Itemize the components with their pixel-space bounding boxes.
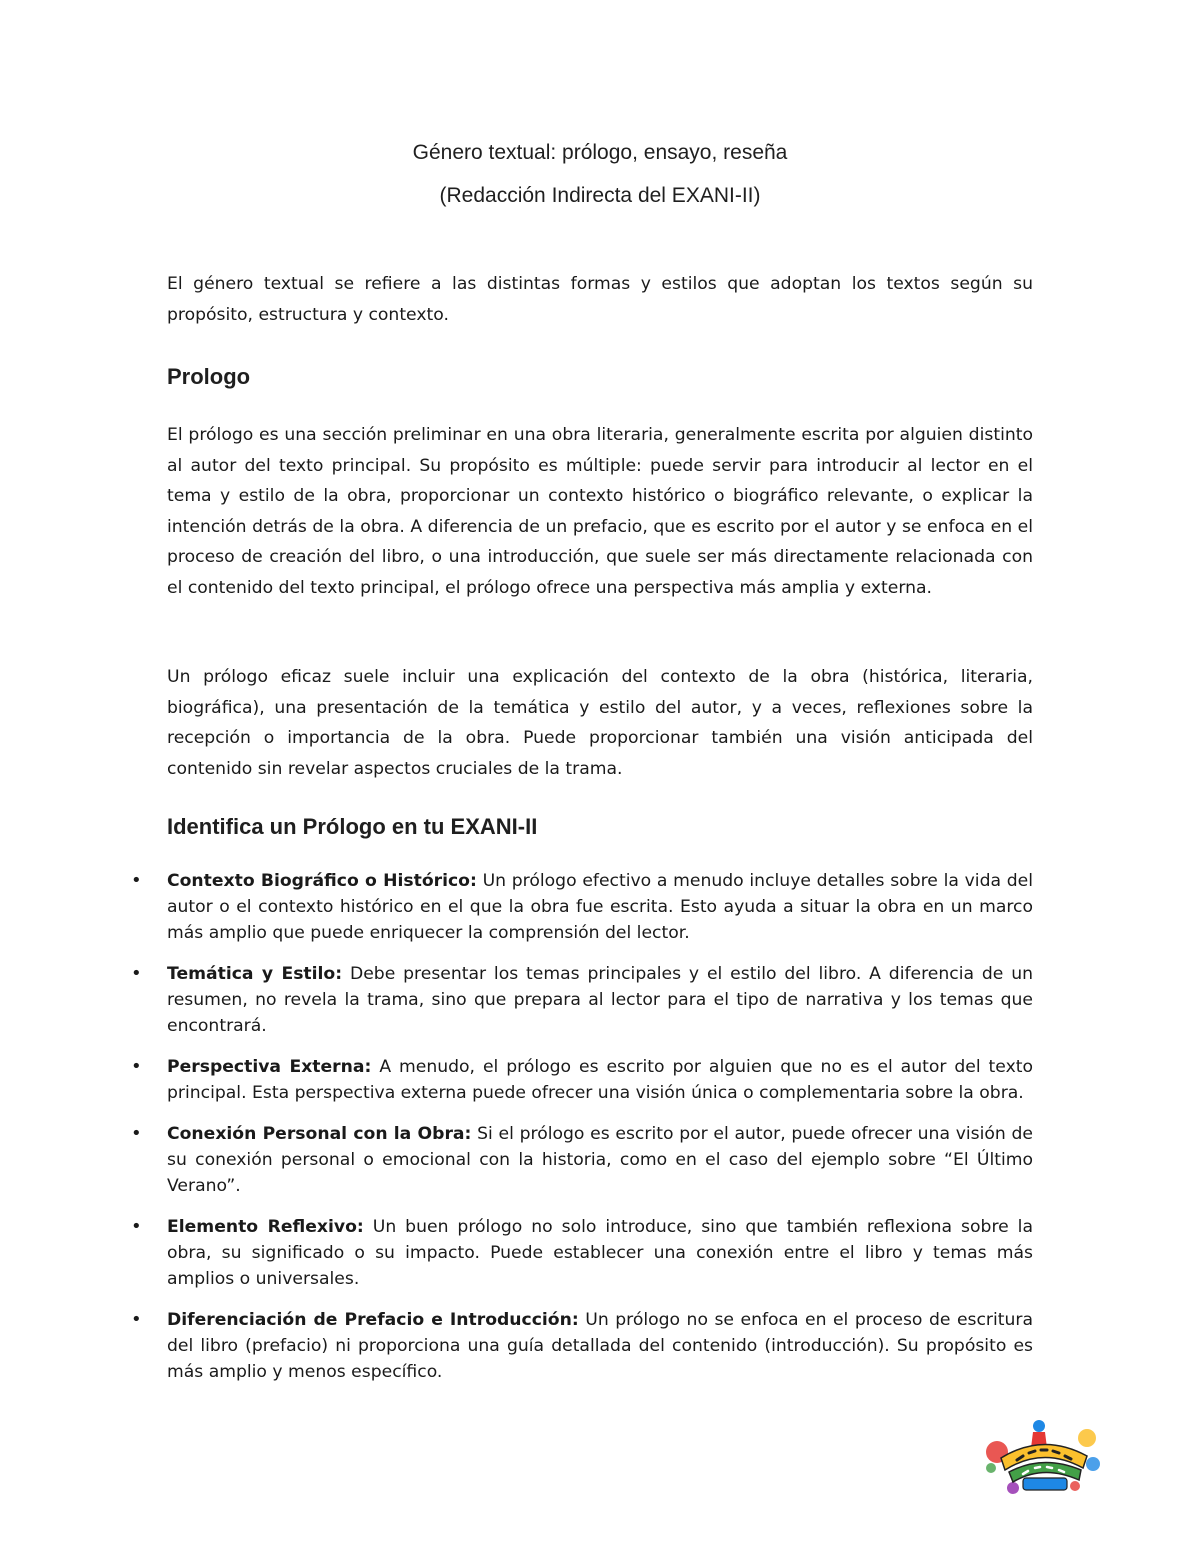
section-heading-prologo: Prologo: [167, 364, 251, 389]
bullet-term: Contexto Biográfico o Histórico:: [167, 871, 477, 891]
section-heading-identifica: Identifica un Prólogo en tu EXANI-II: [167, 814, 538, 839]
bullet-dot-icon: •: [131, 1309, 142, 1330]
bullet-item-diferenciacion: [0, 1307, 1200, 1385]
pancho-school-logo-icon: [983, 1418, 1103, 1496]
bullet-item-contexto: [0, 868, 1200, 946]
bullet-dot-icon: •: [131, 1216, 142, 1237]
bullet-text: [167, 1121, 1033, 1199]
bullet-dot-icon: •: [131, 963, 142, 984]
document-subtitle: (Redacción Indirecta del EXANI-II): [439, 184, 761, 207]
bullet-text: [167, 1307, 1033, 1385]
bullet-description: Debe presentar los temas principales y el estilo del libro. A diferencia de un resumen, no revela la trama, sino que prepara al lector para el tipo de narrativa y los temas que encontrará.: [167, 964, 1034, 1036]
document-title: Género textual: prólogo, ensayo, reseña: [412, 141, 788, 164]
bullet-term: Diferenciación de Prefacio e Introducción:: [167, 1310, 579, 1330]
prologo-paragraph-1: El prólogo es una sección preliminar en una obra literaria, generalmente escrita por alguien distinto al autor del texto principal. Su propósito es múltiple: puede servir para introducir al lector en el tema y estilo de la obra, proporcionar un contexto histórico o biográfico relevante, o explicar la intención detrás de la obra. A diferencia de un prefacio, que es escrito por el autor y se enfoca en el proceso de creación del libro, o una introducción, que suele ser más directamente relacionada con el contenido del texto principal, el prólogo ofrece una perspectiva más amplia y externa.: [167, 425, 1033, 598]
bullet-item-perspectiva: [0, 1054, 1200, 1106]
bullet-text: [167, 1214, 1033, 1292]
feature-bullet-list: [0, 868, 1200, 1400]
bullet-description: A menudo, el prólogo es escrito por alguien que no es el autor del texto principal. Esta perspectiva externa puede ofrecer una visión única o complementaria sobre la obra.: [167, 1057, 1033, 1103]
bullet-dot-icon: •: [131, 870, 142, 891]
bullet-description: Un prólogo no se enfoca en el proceso de escritura del libro (prefacio) ni proporciona una guía detallada del contenido (introducción). Su propósito es más amplio y menos específico.: [167, 1310, 1033, 1382]
bullet-description: Un buen prólogo no solo introduce, sino que también reflexiona sobre la obra, su significado o su impacto. Puede establecer una conexión entre el libro y temas más amplios o universales.: [167, 1217, 1033, 1289]
intro-paragraph: El género textual se refiere a las distintas formas y estilos que adoptan los textos según su propósito, estructura y contexto.: [167, 274, 1033, 325]
bullet-description: Un prólogo efectivo a menudo incluye detalles sobre la vida del autor o el contexto histórico en el que la obra fue escrita. Esto ayuda a situar la obra en un marco más amplio que puede enriquecer la comprensión del lector.: [167, 871, 1033, 943]
bullet-item-reflexivo: [0, 1214, 1200, 1292]
bullet-dot-icon: •: [131, 1056, 142, 1077]
bullet-item-tematica: [0, 961, 1200, 1039]
bullet-term: Perspectiva Externa:: [167, 1057, 372, 1077]
bullet-description: Si el prólogo es escrito por el autor, puede ofrecer una visión de su conexión personal o emocional con la historia, como en el caso del ejemplo sobre “El Último Verano”.: [167, 1124, 1033, 1196]
bullet-dot-icon: •: [131, 1123, 142, 1144]
bullet-text: [167, 1054, 1033, 1106]
bullet-term: Elemento Reflexivo:: [167, 1217, 364, 1237]
bullet-text: [167, 868, 1033, 946]
bullet-item-conexion: [0, 1121, 1200, 1199]
bullet-term: Conexión Personal con la Obra:: [167, 1124, 472, 1144]
bullet-term: Temática y Estilo:: [167, 964, 343, 984]
bullet-text: [167, 961, 1033, 1039]
prologo-paragraph-2: Un prólogo eficaz suele incluir una explicación del contexto de la obra (histórica, literaria, biográfica), una presentación de la temática y estilo del autor, y a veces, reflexiones sobre la recepción o importancia de la obra. Puede proporcionar también una visión anticipada del contenido sin revelar aspectos cruciales de la trama.: [167, 667, 1033, 779]
